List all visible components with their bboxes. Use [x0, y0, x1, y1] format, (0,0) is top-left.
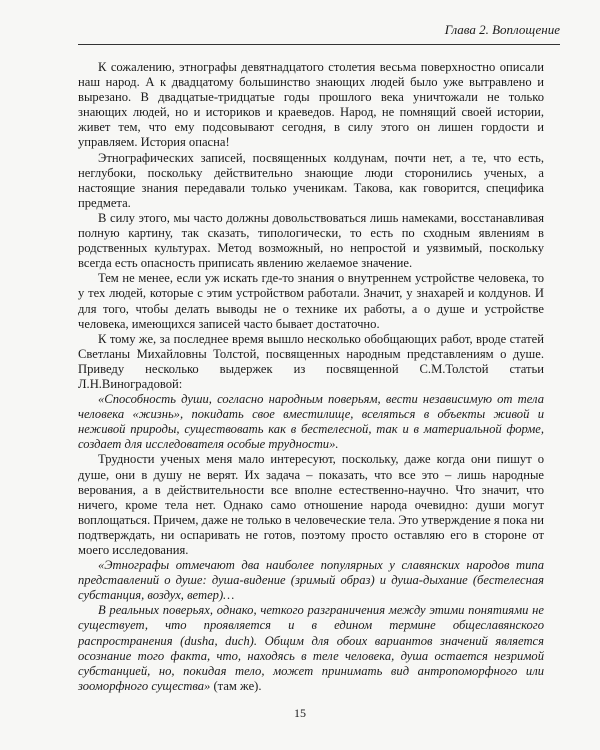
block-quote: «Этнографы отмечают два наиболее популярных у славянских народов типа представлений о душе: душа-видение (зримый образ) и душа-дыхание (бестелесная субстанция, воздух, ветер)… [78, 558, 544, 603]
quote-source: (там же). [210, 678, 262, 693]
running-header: Глава 2. Воплощение [444, 22, 560, 37]
body-text [78, 60, 544, 694]
page-number: 15 [294, 706, 306, 720]
block-quote [78, 603, 544, 694]
quote-text: В реальных поверьях, однако, четкого разграничения между этими понятиями не существует, что проявляется и в едином термине общеславянского распространения (dusha, duch). Общим для обоих вариантов значений является осознание того факта, что, находясь в теле человека, душа остается незримой субстанцией, но, покидая тело, может принимать вид антропоморфного или зооморфного существа» [78, 603, 544, 693]
paragraph: В силу этого, мы часто должны довольствоваться лишь намеками, восстанавливая полную картину, так сказать, типологически, то есть по сходным явлениям в родственных культурах. Метод возможный, но непростой и уязвимый, поскольку всегда есть опасность приписать явлению желаемое значение. [78, 210, 544, 271]
header-rule [78, 44, 560, 45]
paragraph: Тем не менее, если уж искать где-то знания о внутреннем устройстве человека, то у тех людей, которые с этим устройством работали. Значит, у знахарей и колдунов. И для того, чтобы делать выводы не о технике их работы, а о душе и устройстве человека, имеющихся записей часто бывает достаточно. [78, 271, 544, 331]
paragraph: К тому же, за последнее время вышло несколько обобщающих работ, вроде статей Светланы Михайловны Толстой, посвященных народным представлениям о душе. Приведу несколько выдержек из посвященной С.М.Толстой статьи Л.Н.Виноградовой: [78, 331, 544, 391]
block-quote: «Способность души, согласно народным поверьям, вести независимую от тела человека «жизнь», покидать свое вместилище, вселяться в объекты живой и неживой природы, существовать как в бестелесной, так и в материальной форме, создает для исследователя особые трудности». [78, 392, 544, 452]
paragraph: К сожалению, этнографы девятнадцатого столетия весьма поверхностно описали наш народ. А к двадцатому большинство знающих людей было уже вытравлено и вырезано. В двадцатые-тридцатые годы прошлого века уничтожали не только знающих людей, но и историков и краеведов. Народ, не помнящий своей истории, живет тем, что ему подсовывают сегодня, в силу этого он лишен гордости и управляем. История опасна! [78, 60, 544, 150]
paragraph: Этнографических записей, посвященных колдунам, почти нет, а те, что есть, неглубоки, поскольку действительно знающие люди сторонились ученых, а настоящие знания передавали только ученикам. Такова, как говорится, специфика предмета. [78, 150, 544, 210]
paragraph: Трудности ученых меня мало интересуют, поскольку, даже когда они пишут о душе, они в душу не верят. Их задача – показать, что все это – лишь народные верования, а в действительности все вполне естественно-научно. Что значит, что ничего, кроме тела нет. Однако само отношение народа очевидно: души могут воплощаться. Причем, даже не только в человеческие тела. Это утверждение я пока ни подтверждать, ни оспаривать не готов, поэтому просто оставляю его в стороне от моего исследования. [78, 452, 544, 557]
